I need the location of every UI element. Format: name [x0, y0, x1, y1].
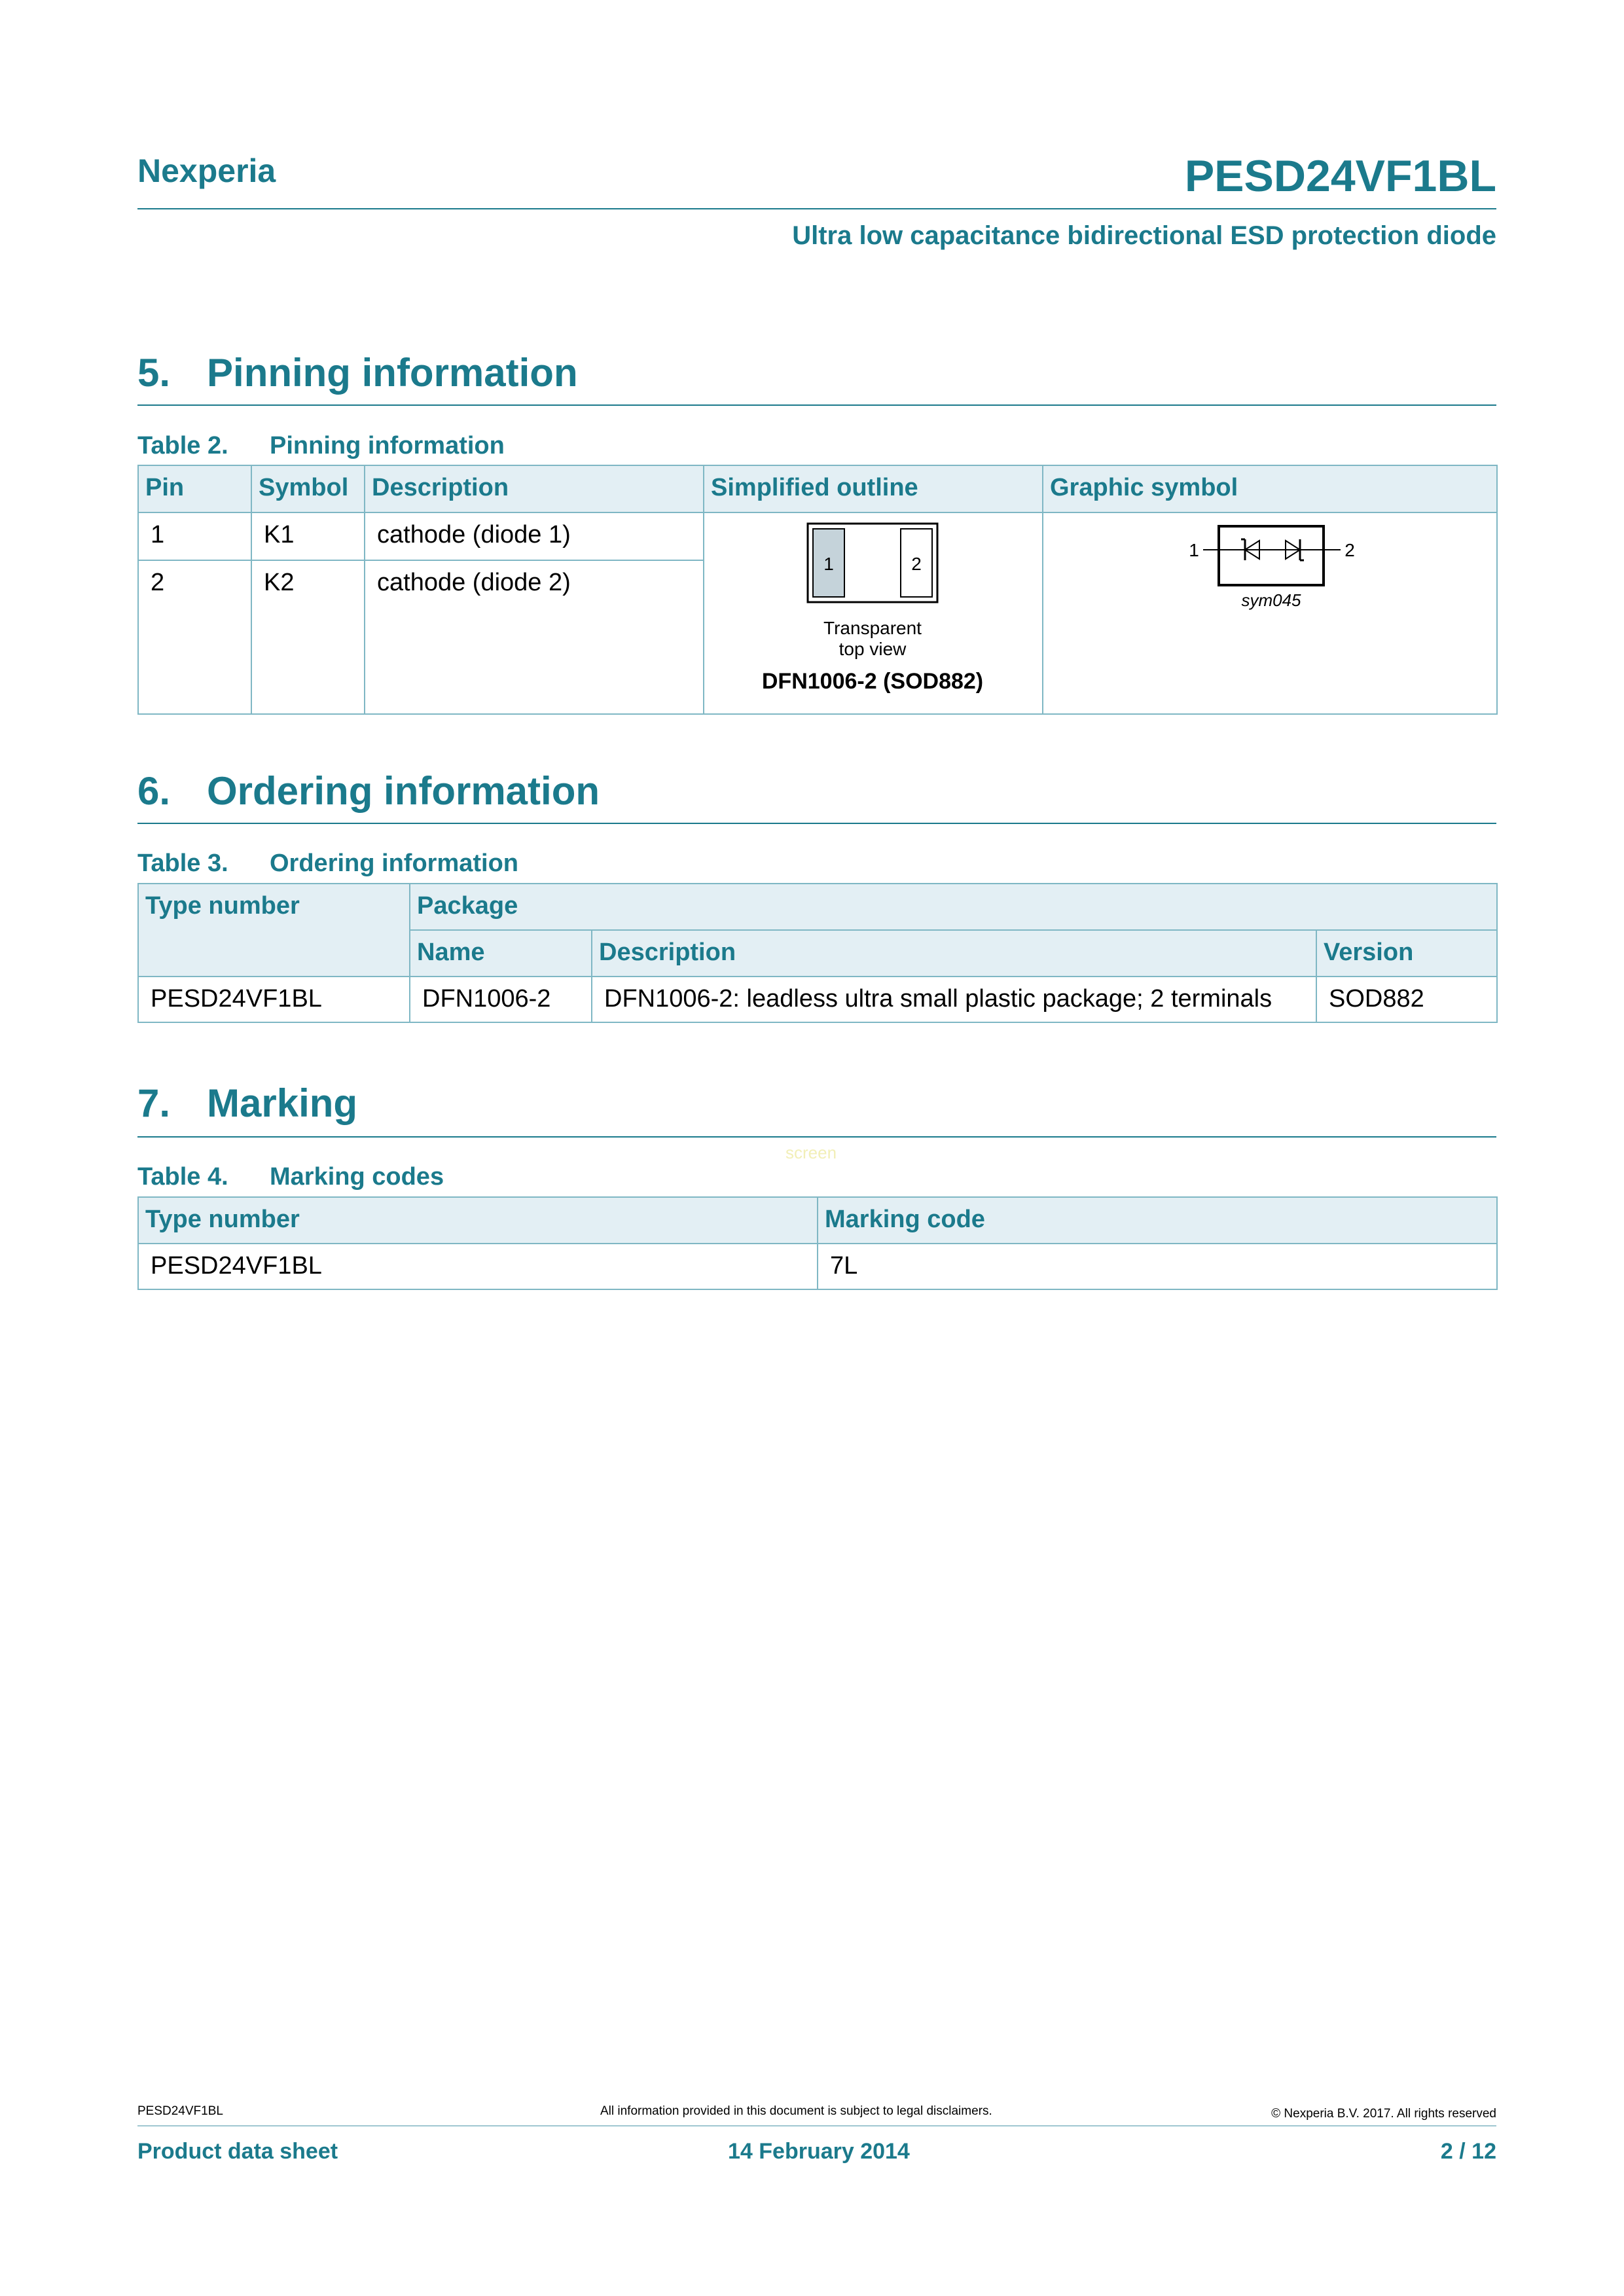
section-5-heading: [137, 350, 578, 395]
type-number-cell: PESD24VF1BL: [138, 977, 410, 1022]
package-name: DFN1006-2 (SOD882): [761, 669, 984, 694]
col-header-description: Description: [592, 930, 1316, 977]
footer-doc-id: PESD24VF1BL: [137, 2104, 223, 2118]
section-title: Ordering information: [207, 769, 600, 813]
footer-doc-type: Product data sheet: [137, 2139, 338, 2164]
symbol-cell: K2: [251, 560, 365, 714]
section-title: Marking: [207, 1081, 358, 1125]
pin-cell: 1: [138, 512, 251, 560]
table-row: [138, 512, 1497, 560]
section-number: 7.: [137, 1081, 171, 1125]
package-description-cell: DFN1006-2: leadless ultra small plastic package; 2 terminals: [592, 977, 1316, 1022]
table-header-row: [138, 1197, 1497, 1244]
outline-note: [704, 618, 1041, 660]
table-title: Pinning information: [270, 432, 505, 459]
package-outline-drawing: [704, 513, 1041, 631]
type-number-cell: PESD24VF1BL: [138, 1244, 818, 1289]
table-row: [138, 1244, 1497, 1289]
pad-1-label: 1: [823, 554, 834, 574]
table-number: Table 4.: [137, 1163, 228, 1191]
footer-copyright: © Nexperia B.V. 2017. All rights reserved: [1271, 2107, 1496, 2121]
col-header-marking-code: Marking code: [818, 1197, 1497, 1244]
col-header-description: Description: [365, 465, 704, 512]
marking-table: [137, 1196, 1498, 1290]
table-row: [138, 977, 1497, 1022]
symbol-cell: K1: [251, 512, 365, 560]
footer-date: 14 February 2014: [728, 2139, 910, 2164]
symbol-box: [1219, 526, 1324, 585]
outline-cell: [704, 512, 1043, 714]
table-number: Table 2.: [137, 432, 228, 459]
col-header-package: Package: [410, 884, 1497, 930]
description-cell: cathode (diode 2): [365, 560, 704, 714]
pinning-table: [137, 465, 1498, 715]
footer-divider: [137, 2125, 1496, 2126]
pad-2-label: 2: [911, 554, 922, 574]
description-cell: cathode (diode 1): [365, 512, 704, 560]
product-subtitle: Ultra low capacitance bidirectional ESD protection diode: [792, 221, 1496, 250]
col-header-outline: Simplified outline: [704, 465, 1043, 512]
section-number: 6.: [137, 769, 171, 813]
section-6-heading: [137, 768, 600, 814]
table-number: Table 3.: [137, 850, 228, 877]
ordering-table: [137, 883, 1498, 1023]
section-7-heading: [137, 1081, 357, 1126]
package-name-cell: DFN1006-2: [410, 977, 592, 1022]
footer-page-number: 2 / 12: [1440, 2139, 1496, 2164]
section-title: Pinning information: [207, 351, 578, 395]
col-header-symbol: Symbol: [251, 465, 365, 512]
table-title: Marking codes: [270, 1163, 444, 1191]
col-header-graphic-symbol: Graphic symbol: [1043, 465, 1497, 512]
table-header-row: [138, 884, 1497, 930]
symbol-pin-1-label: 1: [1189, 540, 1199, 560]
version-cell: SOD882: [1316, 977, 1497, 1022]
brand-name: Nexperia: [137, 152, 276, 189]
header-divider: [137, 208, 1496, 209]
outline-note-line-1: Transparent: [823, 618, 922, 638]
col-header-type-number: Type number: [138, 1197, 818, 1244]
bidirectional-diode-symbol: [1043, 513, 1495, 707]
section-divider: [137, 823, 1496, 824]
section-number: 5.: [137, 351, 171, 395]
product-number: PESD24VF1BL: [1184, 151, 1496, 201]
col-header-name: Name: [410, 930, 592, 977]
section-divider: [137, 1136, 1496, 1138]
table-title: Ordering information: [270, 850, 518, 877]
section-divider: [137, 404, 1496, 406]
pin-cell: 2: [138, 560, 251, 714]
col-header-version: Version: [1316, 930, 1497, 977]
watermark: screen: [785, 1143, 837, 1162]
graphic-symbol-cell: [1043, 512, 1497, 714]
table-2-caption: [137, 432, 505, 460]
col-header-pin: Pin: [138, 465, 251, 512]
symbol-reference: sym045: [1241, 590, 1301, 610]
table-header-row: [138, 465, 1497, 512]
footer-disclaimer: All information provided in this document is subject to legal disclaimers.: [600, 2104, 992, 2118]
table-3-caption: [137, 850, 518, 878]
marking-code-cell: 7L: [818, 1244, 1497, 1289]
symbol-pin-2-label: 2: [1344, 540, 1355, 560]
col-header-type-number: Type number: [138, 884, 410, 977]
table-4-caption: [137, 1163, 444, 1191]
outline-note-line-2: top view: [839, 639, 907, 659]
